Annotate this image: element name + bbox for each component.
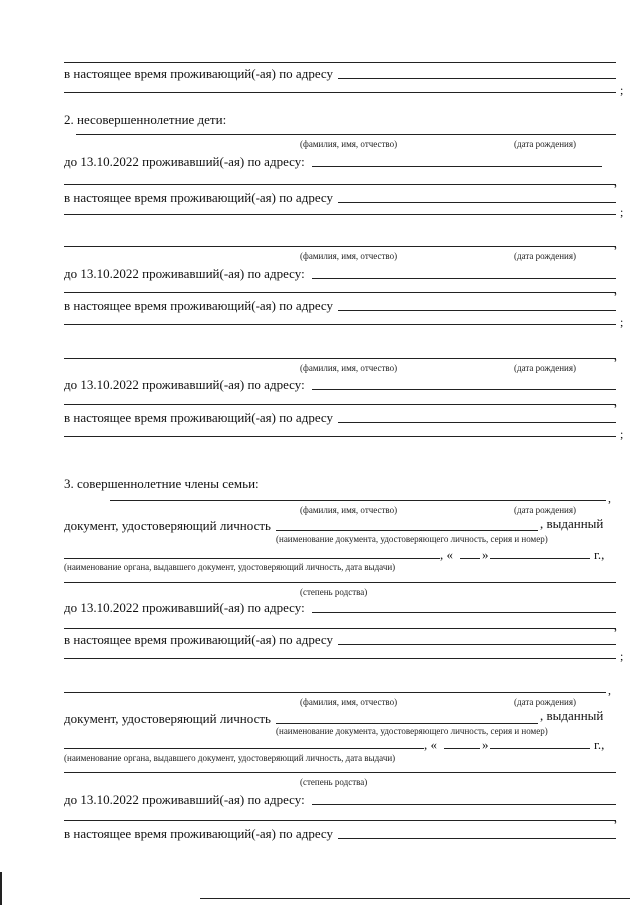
caption-relation: (степень родства) xyxy=(300,587,368,597)
blank-line[interactable] xyxy=(64,292,616,293)
caption-fio: (фамилия, имя, отчество) xyxy=(300,697,398,707)
input-line[interactable] xyxy=(312,612,616,613)
input-line[interactable] xyxy=(64,692,606,693)
caption-dob: (дата рождения) xyxy=(514,251,576,261)
label-address-now: в настоящее время проживающий(-ая) по адресу xyxy=(64,66,334,81)
caption-fio: (фамилия, имя, отчество) xyxy=(300,505,398,515)
input-line[interactable] xyxy=(312,389,616,390)
input-line[interactable] xyxy=(338,644,616,645)
semicolon: ; xyxy=(620,649,624,663)
blank-line[interactable] xyxy=(64,62,616,63)
caption-issuer: (наименование органа, выдавшего документ, удостоверяющий личность, дата выдачи) xyxy=(64,753,396,763)
input-line[interactable] xyxy=(64,246,616,247)
blank-line[interactable] xyxy=(64,92,616,93)
label-address-then: до 13.10.2022 проживавший(-ая) по адресу: xyxy=(64,792,305,807)
blank-line[interactable] xyxy=(64,820,616,821)
caption-document: (наименование документа, удостоверяющего личность, серия и номер) xyxy=(276,534,548,544)
input-line[interactable] xyxy=(276,723,538,724)
input-line[interactable] xyxy=(110,500,606,501)
input-line[interactable] xyxy=(64,748,424,749)
blank-line[interactable] xyxy=(64,628,616,629)
label-address-now: в настоящее время проживающий(-ая) по адресу xyxy=(64,298,334,313)
comma: , xyxy=(614,349,617,363)
input-line[interactable] xyxy=(444,748,480,749)
input-line[interactable] xyxy=(76,134,616,135)
year-suffix: г., xyxy=(594,737,605,752)
input-line[interactable] xyxy=(338,78,616,79)
bottom-rule xyxy=(200,898,630,899)
input-line[interactable] xyxy=(64,558,440,559)
comma: , xyxy=(614,175,617,189)
semicolon: ; xyxy=(620,205,624,219)
blank-line[interactable] xyxy=(64,184,616,185)
caption-relation: (степень родства) xyxy=(300,777,368,787)
comma: , xyxy=(614,237,617,251)
caption-dob: (дата рождения) xyxy=(514,139,576,149)
section-2-title: 2. несовершеннолетние дети: xyxy=(64,112,227,127)
caption-fio: (фамилия, имя, отчество) xyxy=(300,251,398,261)
caption-dob: (дата рождения) xyxy=(514,363,576,373)
semicolon: ; xyxy=(620,315,624,329)
caption-issuer: (наименование органа, выдавшего документ, удостоверяющий личность, дата выдачи) xyxy=(64,562,396,572)
input-line[interactable] xyxy=(64,582,616,583)
input-line[interactable] xyxy=(338,838,616,839)
blank-line[interactable] xyxy=(64,658,616,659)
date-open: , « xyxy=(424,737,437,752)
caption-fio: (фамилия, имя, отчество) xyxy=(300,139,398,149)
input-line[interactable] xyxy=(338,422,616,423)
input-line[interactable] xyxy=(64,772,616,773)
semicolon: ; xyxy=(620,427,624,441)
comma: , xyxy=(608,683,611,697)
label-issued: , выданный xyxy=(540,708,604,723)
date-close: » xyxy=(482,737,489,752)
label-identity-document: документ, удостоверяющий личность xyxy=(64,518,271,533)
input-line[interactable] xyxy=(276,530,538,531)
comma: , xyxy=(608,491,611,505)
input-line[interactable] xyxy=(338,202,616,203)
label-address-now: в настоящее время проживающий(-ая) по адресу xyxy=(64,826,334,841)
label-issued: , выданный xyxy=(540,516,604,531)
semicolon: ; xyxy=(620,83,624,97)
comma: , xyxy=(614,283,617,297)
blank-line[interactable] xyxy=(64,214,616,215)
comma: , xyxy=(614,619,617,633)
input-line[interactable] xyxy=(312,804,616,805)
date-open: , « xyxy=(440,547,453,562)
blank-line[interactable] xyxy=(64,404,616,405)
caption-dob: (дата рождения) xyxy=(514,697,576,707)
input-line[interactable] xyxy=(460,558,480,559)
scan-edge xyxy=(0,872,2,905)
section-3-title: 3. совершеннолетние члены семьи: xyxy=(64,476,259,491)
comma: , xyxy=(614,395,617,409)
blank-line[interactable] xyxy=(64,436,616,437)
input-line[interactable] xyxy=(490,558,590,559)
label-address-then: до 13.10.2022 проживавший(-ая) по адресу: xyxy=(64,377,305,392)
label-identity-document: документ, удостоверяющий личность xyxy=(64,711,271,726)
blank-line[interactable] xyxy=(64,324,616,325)
input-line[interactable] xyxy=(64,358,616,359)
label-address-now: в настоящее время проживающий(-ая) по адресу xyxy=(64,632,334,647)
label-address-then: до 13.10.2022 проживавший(-ая) по адресу: xyxy=(64,154,305,169)
date-close: » xyxy=(482,547,489,562)
label-address-now: в настоящее время проживающий(-ая) по адресу xyxy=(64,410,334,425)
label-address-then: до 13.10.2022 проживавший(-ая) по адресу: xyxy=(64,600,305,615)
label-address-then: до 13.10.2022 проживавший(-ая) по адресу: xyxy=(64,266,305,281)
caption-dob: (дата рождения) xyxy=(514,505,576,515)
caption-fio: (фамилия, имя, отчество) xyxy=(300,363,398,373)
year-suffix: г., xyxy=(594,547,605,562)
comma: , xyxy=(614,811,617,825)
input-line[interactable] xyxy=(312,166,602,167)
label-address-now: в настоящее время проживающий(-ая) по адресу xyxy=(64,190,334,205)
input-line[interactable] xyxy=(490,748,590,749)
input-line[interactable] xyxy=(312,278,616,279)
input-line[interactable] xyxy=(338,310,616,311)
caption-document: (наименование документа, удостоверяющего личность, серия и номер) xyxy=(276,726,548,736)
